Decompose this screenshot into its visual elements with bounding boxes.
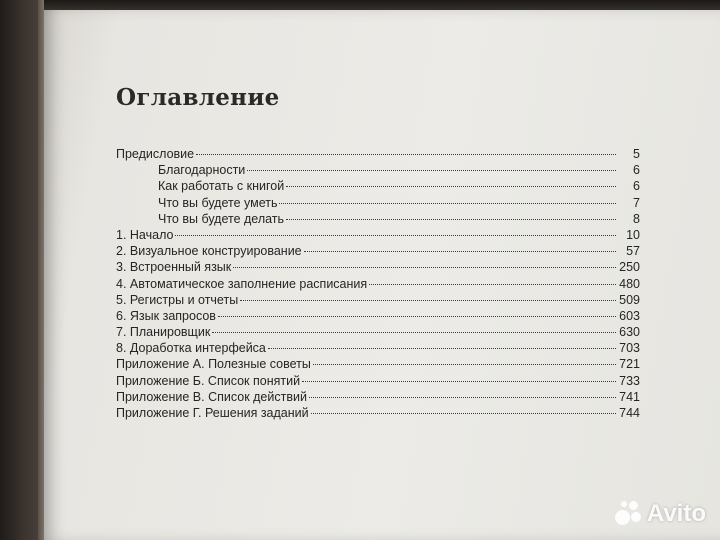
toc-dot-leader — [286, 219, 616, 220]
toc-entry-page-number: 5 — [633, 147, 640, 161]
toc-entry-label: Что вы будете уметь — [158, 195, 278, 210]
toc-dot-leader — [302, 381, 616, 382]
toc-entry-label: Приложение А. Полезные советы — [116, 357, 311, 372]
toc-dot-leader — [286, 186, 616, 187]
toc-entry — [116, 211, 640, 227]
toc-entry-page-number: 480 — [619, 276, 640, 291]
toc-entry — [116, 227, 640, 243]
toc-entry — [116, 356, 640, 372]
toc-entry-page-number: 721 — [619, 357, 640, 372]
book-cover-edge — [0, 0, 42, 540]
toc-dot-leader — [240, 300, 616, 301]
toc-entry-label: Что вы будете делать — [158, 211, 285, 226]
toc-entry-label: 8. Доработка интерфейса — [116, 341, 266, 356]
toc-dot-leader — [212, 332, 616, 333]
toc-entry — [116, 146, 640, 162]
toc-entry-label: 2. Визуальное конструирование — [116, 244, 302, 259]
toc-entry — [116, 324, 640, 340]
toc-entry — [116, 405, 640, 421]
toc-entry — [116, 389, 640, 405]
toc-dot-leader — [279, 203, 616, 204]
toc-entry-label: 7. Планировщик — [116, 325, 211, 340]
toc-entry-label: 1. Начало — [116, 227, 174, 242]
toc-entry-page-number: 509 — [619, 292, 640, 307]
toc-entry-page-number: 703 — [619, 341, 640, 356]
toc-entry — [116, 308, 640, 324]
toc-entry — [116, 178, 640, 194]
toc-heading: Оглавление — [116, 84, 280, 111]
toc-entry-page-number: 733 — [619, 373, 640, 388]
toc-dot-leader — [313, 364, 616, 365]
toc-dot-leader — [175, 235, 616, 236]
toc-entry — [116, 162, 640, 178]
toc-dot-leader — [268, 348, 616, 349]
toc-entry — [116, 276, 640, 292]
toc-dot-leader — [309, 397, 616, 398]
toc-entry-page-number: 744 — [619, 406, 640, 420]
toc-dot-leader — [311, 413, 616, 414]
toc-entry-page-number: 603 — [619, 308, 640, 323]
toc-entry-page-number: 8 — [633, 211, 640, 226]
toc-entry-label: Приложение Г. Решения заданий — [116, 406, 309, 420]
toc-dot-leader — [247, 170, 616, 171]
toc-entry-label: 6. Язык запросов — [116, 308, 216, 323]
toc-dot-leader — [218, 316, 616, 317]
toc-entry — [116, 292, 640, 308]
toc-entry-label: 5. Регистры и отчеты — [116, 292, 239, 307]
toc-entry-page-number: 630 — [619, 325, 640, 340]
toc-entry — [116, 259, 640, 275]
toc-entry-label: Благодарности — [158, 163, 246, 178]
toc-dot-leader — [304, 251, 616, 252]
table-of-contents — [116, 146, 640, 421]
toc-entry-page-number: 10 — [626, 227, 640, 242]
toc-entry-label: Как работать с книгой — [158, 179, 285, 194]
toc-dot-leader — [196, 154, 616, 155]
avito-watermark-text: Avito — [646, 500, 706, 527]
toc-entry — [116, 373, 640, 389]
toc-dot-leader — [369, 284, 616, 285]
toc-entry-page-number: 250 — [619, 260, 640, 275]
toc-entry-label: Приложение В. Список действий — [116, 389, 307, 404]
toc-entry-page-number: 7 — [633, 195, 640, 210]
toc-entry — [116, 195, 640, 211]
toc-entry-label: Приложение Б. Список понятий — [116, 373, 301, 388]
avito-logo-icon — [615, 501, 641, 527]
toc-entry — [116, 340, 640, 356]
toc-entry-page-number: 57 — [626, 244, 640, 259]
toc-entry-page-number: 6 — [633, 179, 640, 194]
toc-entry-label: 4. Автоматическое заполнение расписания — [116, 276, 368, 291]
toc-entry-label: 3. Встроенный язык — [116, 260, 232, 275]
toc-entry-label: Предисловие — [116, 147, 195, 161]
toc-entry-page-number: 741 — [619, 389, 640, 404]
toc-entry-page-number: 6 — [633, 163, 640, 178]
avito-watermark — [615, 500, 706, 528]
toc-entry — [116, 243, 640, 259]
toc-dot-leader — [233, 267, 616, 268]
